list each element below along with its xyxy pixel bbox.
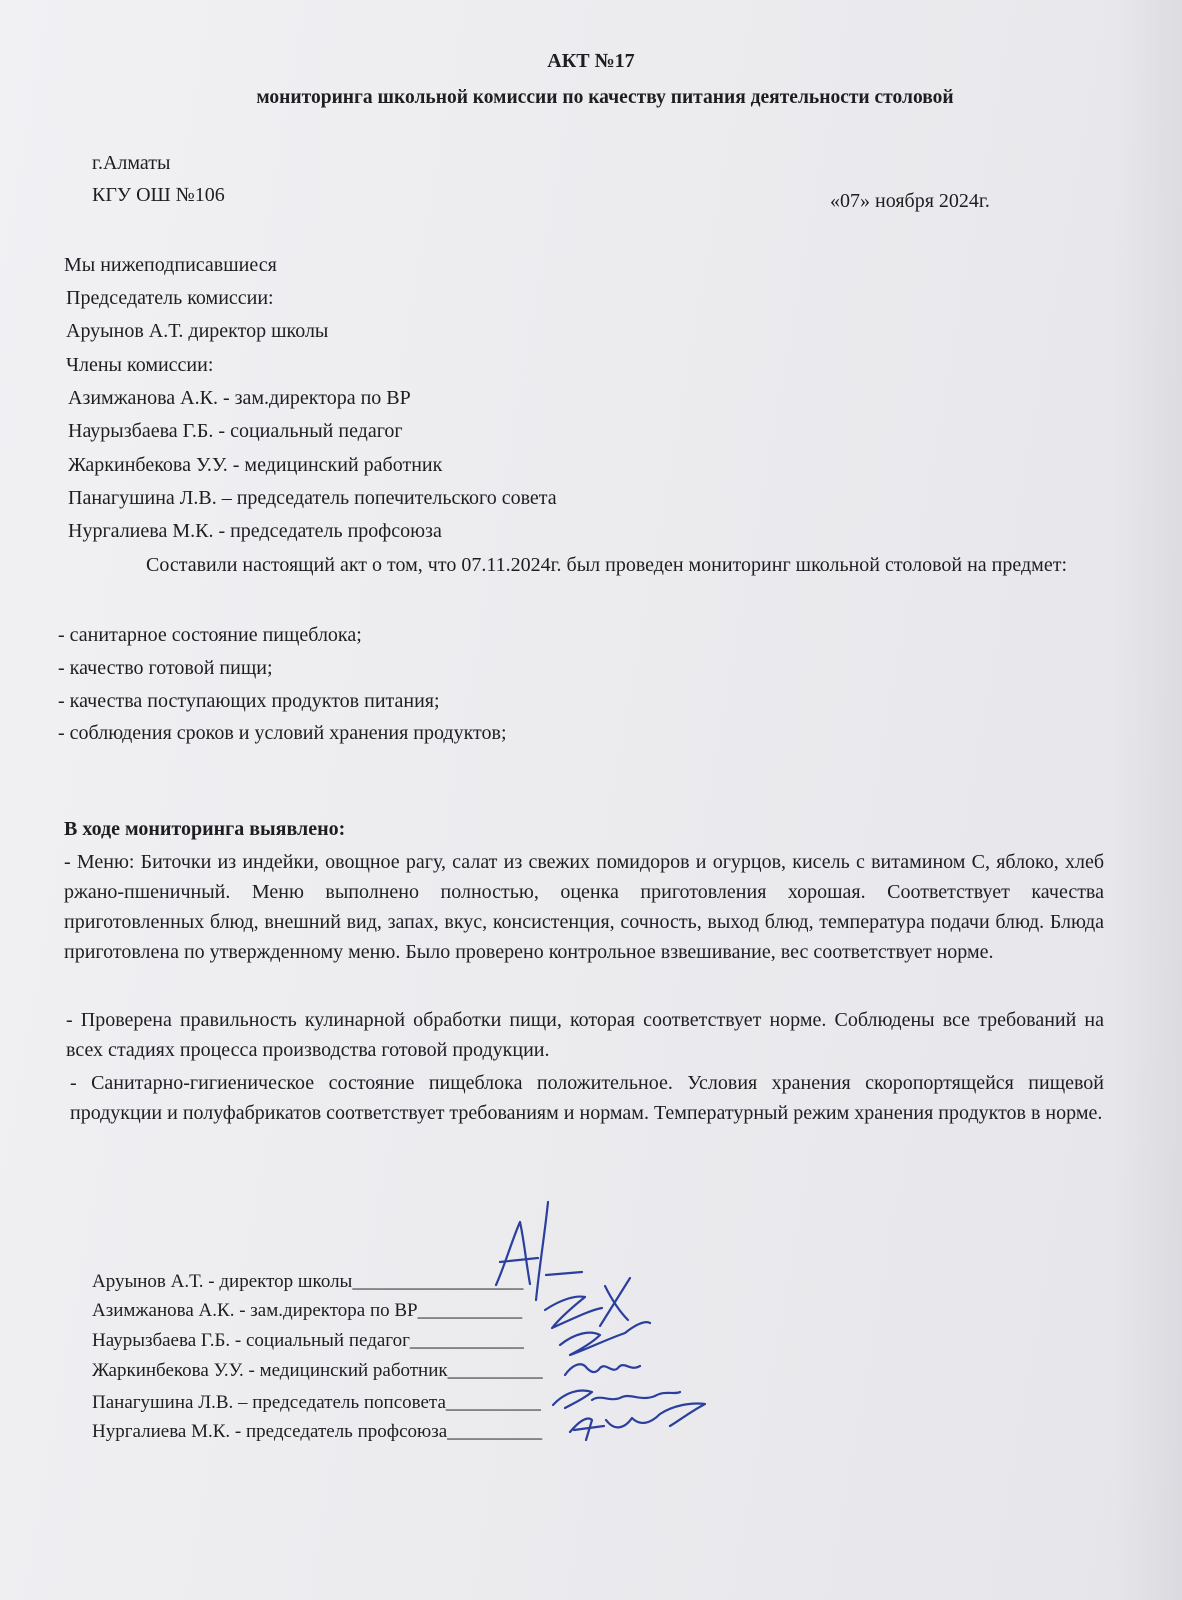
- signature-blank: ____________: [409, 1330, 524, 1351]
- findings-paragraph: - Санитарно-гигиеническое состояние пищеблока положительное. Условия хранения скоропортящейся пищевой продукции и полуфабрикатов соответствует требованиям и нормам. Температурный режим хранения продуктов в норме.: [70, 1072, 1104, 1124]
- intro-text: Мы нижеподписавшиеся: [64, 254, 277, 276]
- signature-medical: [565, 1364, 640, 1375]
- signature-blank: __________: [445, 1392, 541, 1413]
- signature-blank: ___________: [417, 1300, 523, 1321]
- signature-blank: __________: [447, 1360, 543, 1381]
- signatory-name: Наурызбаева Г.Б. - социальный педагог: [92, 1330, 410, 1351]
- signatory-name: Аруынов А.Т. - директор школы: [92, 1271, 353, 1292]
- member-item: Наурызбаева Г.Б. - социальный педагог: [68, 420, 403, 442]
- purpose-item: - качества поступающих продуктов питания;: [58, 690, 440, 712]
- chair-label: Председатель комиссии:: [66, 287, 274, 309]
- organization: КГУ ОШ №106: [92, 184, 225, 206]
- chair-name: Аруынов А.Т. директор школы: [66, 320, 329, 342]
- member-item: Жаркинбекова У.У. - медицинский работник: [68, 454, 443, 476]
- signature-blank: __________________: [352, 1271, 524, 1292]
- signature-union: [570, 1403, 705, 1440]
- signature-director: [496, 1202, 582, 1300]
- signatory-name: Панагушина Л.В. – председатель попсовета: [92, 1392, 446, 1413]
- document-title: АКТ №17: [547, 50, 635, 72]
- signatory-name: Азимжанова А.К. - зам.директора по ВР: [92, 1300, 418, 1321]
- purpose-item: - качество готовой пищи;: [58, 657, 273, 679]
- purpose-text: Составили настоящий акт о том, что 07.11.2024г. был проведен мониторинг школьной столовой на предмет:: [146, 554, 1067, 576]
- document-date: «07» ноября 2024г.: [830, 190, 990, 212]
- members-label: Члены комиссии:: [66, 354, 214, 376]
- signature-social-pedagogue: [560, 1322, 650, 1355]
- member-item: Азимжанова А.К. - зам.директора по ВР: [68, 387, 411, 409]
- signature-council: [553, 1391, 680, 1408]
- city: г.Алматы: [92, 152, 171, 174]
- signature-deputy: [545, 1278, 630, 1328]
- findings-paragraph: - Меню: Биточки из индейки, овощное рагу, салат из свежих помидоров и огурцов, кисель с витамином С, яблоко, хлеб ржано-пшеничный. Меню выполнено полностью, оценка приготовления хорошая. Соответствует качества приготовленных блюд, внешний вид, запах, вкус, консистенция, сочность, выход блюд, температура подачи блюд. Блюда приготовлена по утвержденному меню. Было проверено контрольное взвешивание, вес соответствует норме.: [64, 851, 1104, 963]
- purpose-item: - санитарное состояние пищеблока;: [58, 624, 362, 646]
- member-item: Нургалиева М.К. - председатель профсоюза: [68, 520, 442, 542]
- findings-paragraph: - Проверена правильность кулинарной обработки пищи, которая соответствует норме. Соблюдены все требований на всех стадиях процесса производства готовой продукции.: [66, 1009, 1104, 1061]
- signature-blank: __________: [447, 1421, 543, 1442]
- purpose-item: - соблюдения сроков и условий хранения продуктов;: [58, 722, 507, 744]
- document-subtitle: мониторинга школьной комиссии по качеству питания деятельности столовой: [256, 87, 954, 108]
- findings-heading: В ходе мониторинга выявлено:: [64, 818, 346, 840]
- signatory-name: Жаркинбекова У.У. - медицинский работник: [92, 1360, 448, 1381]
- signatory-name: Нургалиева М.К. - председатель профсоюза: [92, 1421, 448, 1442]
- member-item: Панагушина Л.В. – председатель попечительского совета: [68, 487, 557, 509]
